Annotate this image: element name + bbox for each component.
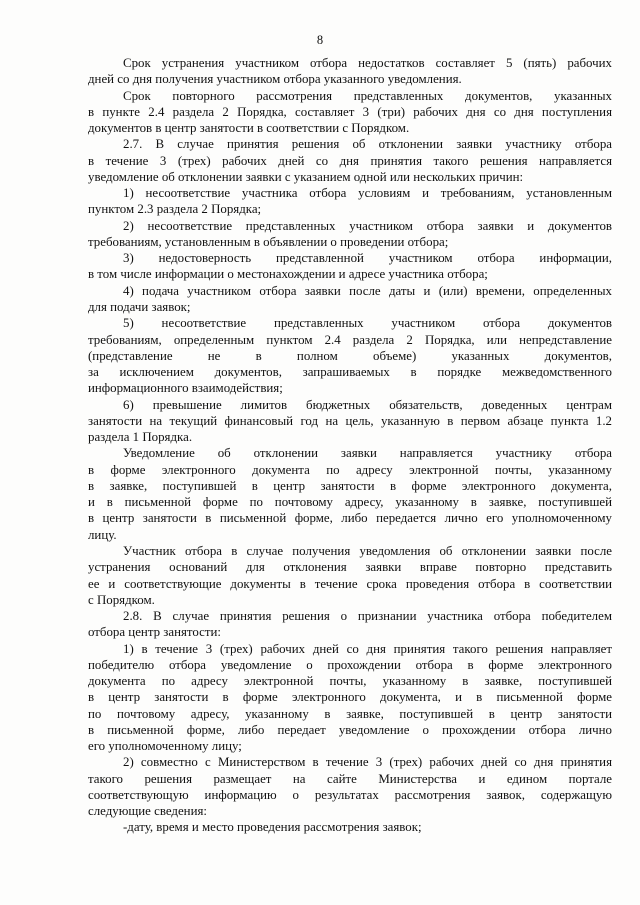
text-line: следующие сведения: [88,804,207,819]
text-line: в том числе информации о местонахождении и адресе участника отбора; [88,267,488,282]
text-line: 6) превышение лимитов бюджетных обязательств, доведенных центрам [123,397,612,412]
text-line: 3) недостоверность представленной участником отбора информации, [123,251,612,266]
text-line: 4) подача участником отбора заявки после даты и (или) времени, определенных [123,283,612,298]
text-line: в течение 3 (трех) рабочих дней со дня принятия такого решения направляется [88,153,612,168]
text-line: в письменной форме, либо передает уведомление о прохождении отбора лично [88,722,612,737]
text-line: в центр занятости в форме электронного документа, и в письменной форме [88,690,612,705]
text-line: по почтовому адресу, указанному в заявке, поступившей в центр занятости [88,706,612,721]
page-number: 8 [316,33,324,47]
text-line: в заявке, поступившей в центр занятости в форме электронного документа, [88,478,612,493]
text-line: устранения оснований для отклонения заявки вправе повторно представить [88,560,612,575]
text-line: в форме электронного документа по адресу электронной почты, указанному [88,462,612,477]
text-line: занятости на текущий финансовый год на цель, указанную в первом абзаце пункта 1.2 [88,413,612,428]
text-line: дней со дня получения участником отбора указанного уведомления. [88,72,462,87]
text-line: (представление не в полном объеме) указанных документов, [88,348,612,363]
text-line: такого решения размещает на сайте Министерства и едином портале [88,771,612,786]
text-line: -дату, время и место проведения рассмотрения заявок; [123,820,422,835]
text-line: пунктом 2.3 раздела 2 Порядка; [88,202,262,217]
text-line: требованиям, установленным в объявлении о проведении отбора; [88,234,449,249]
document-body [88,55,612,836]
text-line: требованиям, определенным пунктом 2.4 раздела 2 Порядка, или непредставление [88,332,612,347]
text-line: за исключением документов, запрашиваемых в порядке межведомственного [88,365,612,380]
text-line: информационного взаимодействия; [88,381,283,396]
text-line: 2.8. В случае принятия решения о признании участника отбора победителем [123,609,612,624]
text-line: лицу. [88,527,117,542]
text-line: с Порядком. [88,592,155,607]
text-line: уведомление об отклонении заявки с указанием одной или нескольких причин: [88,169,524,184]
text-line: Срок устранения участником отбора недостатков составляет 5 (пять) рабочих [123,56,612,70]
text-line: ее и соответствующие документы в течение срока проведения отбора в соответствии [88,576,612,591]
text-line: в центр занятости в письменной форме, либо передается лично его уполномоченному [88,511,612,526]
text-line: 2) несоответствие представленных участником отбора заявки и документов [123,218,612,233]
text-line: в пункте 2.4 раздела 2 Порядка, составляет 3 (три) рабочих дня со дня поступления [88,104,612,119]
text-line: 2.7. В случае принятия решения об отклонении заявки участнику отбора [123,137,612,152]
text-line: документов в центр занятости в соответствии с Порядком. [88,121,410,136]
text-line: Участник отбора в случае получения уведомления об отклонении заявки после [123,543,612,558]
text-line: Уведомление об отклонении заявки направляется участнику отбора [123,446,612,461]
text-line: раздела 1 Порядка. [88,430,193,445]
text-line: его уполномоченному лицу; [88,739,242,754]
text-line: 1) в течение 3 (трех) рабочих дней со дня принятия такого решения направляет [123,641,612,656]
text-line: 2) совместно с Министерством в течение 3 (трех) рабочих дней со дня принятия [123,755,612,770]
text-line: победителю отбора уведомление о прохождении отбора в форме электронного [88,657,612,672]
text-line: отбора центр занятости: [88,625,221,640]
text-line: соответствующую информацию о результатах рассмотрения заявок, содержащую [88,787,612,802]
text-line: и в письменной форме по почтовому адресу, указанному в заявке, поступившей [88,495,612,510]
text-line: для подачи заявок; [88,299,191,314]
text-line: 5) несоответствие представленных участником отбора документов [123,316,612,331]
text-line: Срок повторного рассмотрения представленных документов, указанных [123,88,612,103]
text-line: документа по адресу электронной почты, указанному в заявке, поступившей [88,674,612,689]
text-line: 1) несоответствие участника отбора условиям и требованиям, установленным [123,186,612,201]
